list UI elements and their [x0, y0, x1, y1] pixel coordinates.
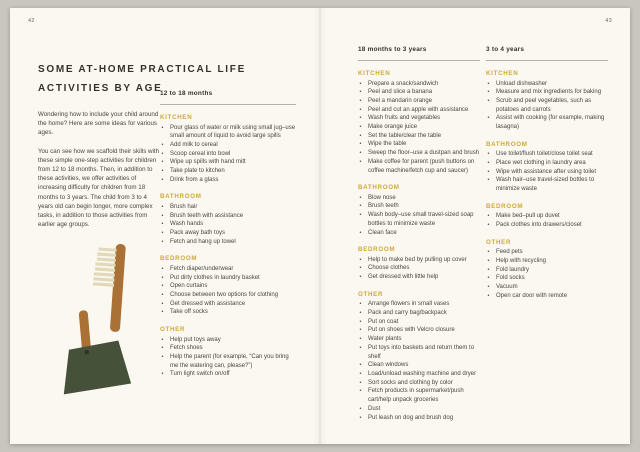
- activity-item: • Vacuum: [486, 283, 608, 292]
- activity-item: • Wash hair–use travel-sized bottles to minimize waste: [486, 176, 608, 193]
- activity-item: • Help put toys away: [160, 336, 296, 345]
- activity-item: • Peel and slice a banana: [358, 88, 480, 97]
- activity-item: • Arrange flowers in small vases: [358, 300, 480, 309]
- book-spread: [10, 8, 630, 444]
- activity-item: • Sort socks and clothing by color: [358, 379, 480, 388]
- section-heading: KITCHEN: [486, 70, 519, 77]
- activity-item: • Assist with cooking (for example, making lasagna): [486, 114, 608, 131]
- activity-item: • Put toys into baskets and return them to shelf: [358, 344, 480, 361]
- intro-text: [38, 110, 160, 238]
- activity-item: • Get dressed with little help: [358, 273, 480, 282]
- activity-list: [358, 256, 480, 282]
- page-number-right: 43: [605, 18, 612, 24]
- activity-item: • Fetch diaper/underwear: [160, 265, 296, 274]
- activity-list: [486, 150, 608, 194]
- age-column-3-4y: [486, 46, 608, 300]
- section-heading: KITCHEN: [358, 70, 391, 77]
- activity-item: • Water plants: [358, 335, 480, 344]
- section-heading: BATHROOM: [358, 184, 400, 192]
- age-column-18m-3y: [358, 46, 480, 422]
- section-heading: BEDROOM: [160, 255, 198, 263]
- activity-item: • Clean face: [358, 229, 480, 238]
- section-heading: BEDROOM: [486, 202, 524, 210]
- section-heading: KITCHEN: [160, 114, 193, 121]
- section-heading: OTHER: [358, 290, 384, 298]
- activity-item: • Load/unload washing machine and dryer: [358, 370, 480, 379]
- activity-item: • Fetch products in supermarket/push cart/help unpack groceries: [358, 387, 480, 404]
- cleaning-tools-illustration: [50, 236, 160, 396]
- activity-list: [358, 300, 480, 422]
- section-heading: OTHER: [160, 326, 186, 334]
- activity-item: • Wash body–use small travel-sized soap bottles to minimize waste: [358, 211, 480, 228]
- activity-item: • Help with recycling: [486, 257, 608, 266]
- activity-item: • Put on shoes with Velcro closure: [358, 326, 480, 335]
- section-heading: OTHER: [486, 238, 512, 246]
- activity-item: • Measure and mix ingredients for baking: [486, 88, 608, 97]
- activity-item: • Make coffee for parent (push buttons on coffee machine/fetch cup and saucer): [358, 158, 480, 175]
- page-number-left: 42: [28, 18, 35, 24]
- activity-item: • Scrub and peel vegetables, such as potatoes and carrots: [486, 97, 608, 114]
- section-heading: BEDROOM: [358, 246, 396, 254]
- activity-item: • Brush hair: [160, 203, 296, 212]
- activity-item: • Feed pets: [486, 248, 608, 257]
- activity-item: • Unload dishwasher: [486, 80, 608, 89]
- activity-item: • Brush teeth with assistance: [160, 212, 296, 221]
- activity-item: • Wash hands: [160, 220, 296, 229]
- page-title-line2: ACTIVITIES BY AGE: [38, 83, 163, 94]
- activity-item: • Open curtains: [160, 282, 296, 291]
- brush-icon: [90, 242, 126, 332]
- activity-item: • Fold socks: [486, 274, 608, 283]
- activity-list: [358, 80, 480, 176]
- activity-item: • Open car door with remote: [486, 292, 608, 301]
- activity-item: • Choose between two options for clothing: [160, 291, 296, 300]
- activity-item: • Clean windows: [358, 361, 480, 370]
- activity-item: • Put leash on dog and brush dog: [358, 414, 480, 423]
- activity-item: • Use toilet/flush toilet/close toilet seat: [486, 150, 608, 159]
- activity-item: • Peel a mandarin orange: [358, 97, 480, 106]
- activity-item: • Sweep the floor–use a dustpan and brush: [358, 149, 480, 158]
- activity-item: • Prepare a snack/sandwich: [358, 80, 480, 89]
- activity-item: • Fetch shoes: [160, 344, 296, 353]
- section-heading: BATHROOM: [486, 140, 528, 148]
- activity-item: • Drink from a glass: [160, 176, 296, 185]
- activity-item: • Fold laundry: [486, 266, 608, 275]
- activity-list: [358, 194, 480, 238]
- activity-list: [160, 336, 296, 380]
- age-group-heading: 18 months to 3 years: [358, 46, 480, 61]
- activity-item: • Brush teeth: [358, 202, 480, 211]
- age-column-12-18-months: [160, 90, 296, 379]
- activity-item: • Help to make bed by pulling up cover: [358, 256, 480, 265]
- activity-item: • Fetch and hang up towel: [160, 238, 296, 247]
- activity-item: • Set the table/clear the table: [358, 132, 480, 141]
- activity-list: [486, 248, 608, 300]
- activity-item: • Add milk to cereal: [160, 141, 296, 150]
- activity-list: [160, 265, 296, 317]
- activity-item: • Help the parent (for example, “Can you bring me the watering can, please?”): [160, 353, 296, 370]
- activity-item: • Wipe up spills with hand mitt: [160, 158, 296, 167]
- activity-list: [160, 124, 296, 185]
- activity-item: • Wipe the table: [358, 140, 480, 149]
- activity-item: • Pack and carry bag/backpack: [358, 309, 480, 318]
- activity-item: • Put on coat: [358, 318, 480, 327]
- activity-list: [486, 212, 608, 229]
- activity-item: • Peel and cut an apple with assistance: [358, 106, 480, 115]
- activity-item: • Put dirty clothes in laundry basket: [160, 274, 296, 283]
- activity-item: • Blow nose: [358, 194, 480, 203]
- intro-paragraph-2: You can see how we scaffold their skills with these simple one-step activities for children from 12 to 18 months. Then, in addition to these activities, we offer activities of increasing difficulty for children from 18 months to 3 years. The child from 3 to 4 years old can begin longer, more complex tasks, in addition to those activities from earlier age groups.: [38, 147, 160, 229]
- activity-item: • Turn light switch on/off: [160, 370, 296, 379]
- activity-item: • Wipe with assistance after using toilet: [486, 168, 608, 177]
- activity-item: • Make orange juice: [358, 123, 480, 132]
- activity-item: • Pack clothes into drawers/closet: [486, 221, 608, 230]
- activity-item: • Take off socks: [160, 308, 296, 317]
- activity-list: [160, 203, 296, 247]
- activity-item: • Pour glass of water or milk using small jug–use small amount of liquid to avoid large spills: [160, 124, 296, 141]
- age-group-heading: 3 to 4 years: [486, 46, 608, 61]
- activity-item: • Pack away bath toys: [160, 229, 296, 238]
- activity-item: • Dust: [358, 405, 480, 414]
- activity-item: • Make bed–pull up duvet: [486, 212, 608, 221]
- page-title-line1: SOME AT-HOME PRACTICAL LIFE: [38, 64, 246, 75]
- activity-item: • Choose clothes: [358, 264, 480, 273]
- section-heading: BATHROOM: [160, 193, 202, 201]
- book-fold: [312, 8, 328, 444]
- activity-item: • Place wet clothing in laundry area: [486, 159, 608, 168]
- activity-item: • Wash fruits and vegetables: [358, 114, 480, 123]
- activity-item: • Take plate to kitchen: [160, 167, 296, 176]
- intro-paragraph-1: Wondering how to include your child around the home? Here are some ideas for various ages.: [38, 111, 159, 137]
- activity-item: • Get dressed with assistance: [160, 300, 296, 309]
- activity-item: • Scoop cereal into bowl: [160, 150, 296, 159]
- age-group-heading: 12 to 18 months: [160, 90, 296, 105]
- activity-list: [486, 80, 608, 132]
